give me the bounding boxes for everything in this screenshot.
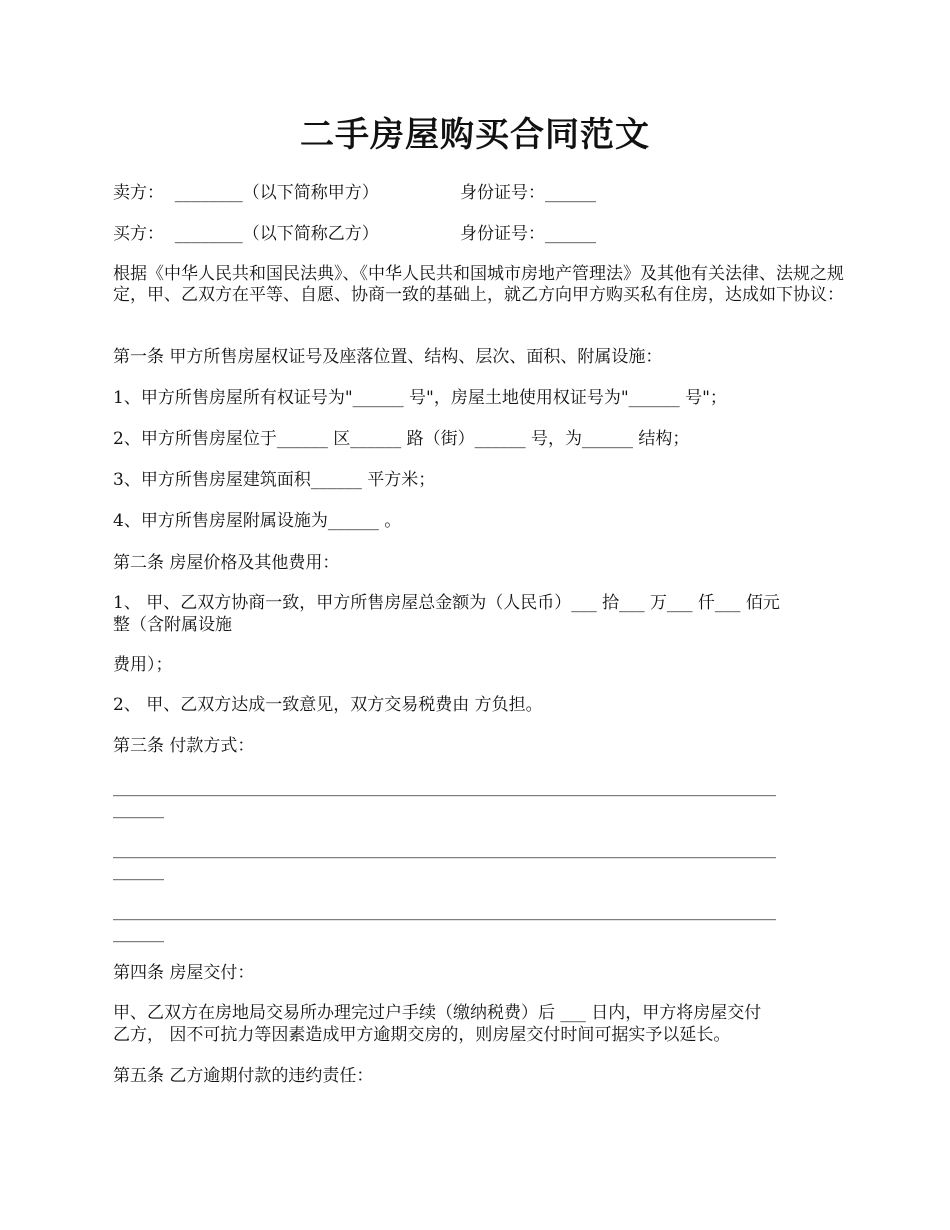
article2-item1-line3: 费用）； xyxy=(113,655,173,675)
document-title: 二手房屋购买合同范文 xyxy=(300,115,650,155)
payment-blank-line: ______________________________________________________________________________ xyxy=(113,839,776,859)
article2-heading: 第二条 房屋价格及其他费用： xyxy=(113,553,340,573)
preamble-paragraph: 根据《中华人民共和国民法典》、《中华人民共和国城市房地产管理法》及其他有关法律、法规之规定，甲、乙双方在平等、自愿、协商一致的基础上，就乙方向甲方购买私有住房，达成如下协议： xyxy=(113,264,844,305)
article4-line2: 乙方， 因不可抗力等因素造成甲方逾期交房的，则房屋交付时间可据实予以延长。 xyxy=(113,1025,731,1045)
article2-item1-line1: 1、 甲、乙双方协商一致，甲方所售房屋总金额为（人民币）___ 拾___ 万___ 仟___ 佰元 xyxy=(113,593,780,613)
article3-heading: 第三条 付款方式： xyxy=(113,736,255,756)
buyer-label: 买方： ________（以下简称乙方） xyxy=(113,224,379,244)
payment-blank-line: ______ xyxy=(113,861,164,881)
article1-item: 4、甲方所售房屋附属设施为______ 。 xyxy=(113,511,402,531)
payment-blank-line: ______________________________________________________________________________ xyxy=(113,777,776,797)
article5-heading: 第五条 乙方逾期付款的违约责任： xyxy=(113,1066,374,1086)
seller-id-label: 身份证号：______ xyxy=(460,183,596,203)
article2-item2: 2、 甲、乙双方达成一致意见，双方交易税费由 方负担。 xyxy=(113,695,543,715)
article1-item: 1、甲方所售房屋所有权证号为"______ 号"，房屋土地使用权证号为"______ 号"； xyxy=(113,388,727,408)
seller-label: 卖方： ________（以下简称甲方） xyxy=(113,183,379,203)
article1-heading: 第一条 甲方所售房屋权证号及座落位置、结构、层次、面积、附属设施： xyxy=(113,347,663,367)
article4-line1: 甲、乙双方在房地局交易所办理完过户手续（缴纳税费）后 ___ 日内，甲方将房屋交付 xyxy=(113,1003,762,1023)
article4-heading: 第四条 房屋交付： xyxy=(113,963,255,983)
article1-item: 3、甲方所售房屋建筑面积______ 平方米； xyxy=(113,470,436,490)
article1-item: 2、甲方所售房屋位于______ 区______ 路（街）______ 号，为______ 结构； xyxy=(113,429,690,449)
article2-item1-line2: 整（含附属设施 xyxy=(113,615,232,635)
payment-blank-line: ______________________________________________________________________________ xyxy=(113,901,776,921)
payment-blank-line: ______ xyxy=(113,799,164,819)
payment-blank-line: ______ xyxy=(113,923,164,943)
buyer-id-label: 身份证号：______ xyxy=(460,224,596,244)
